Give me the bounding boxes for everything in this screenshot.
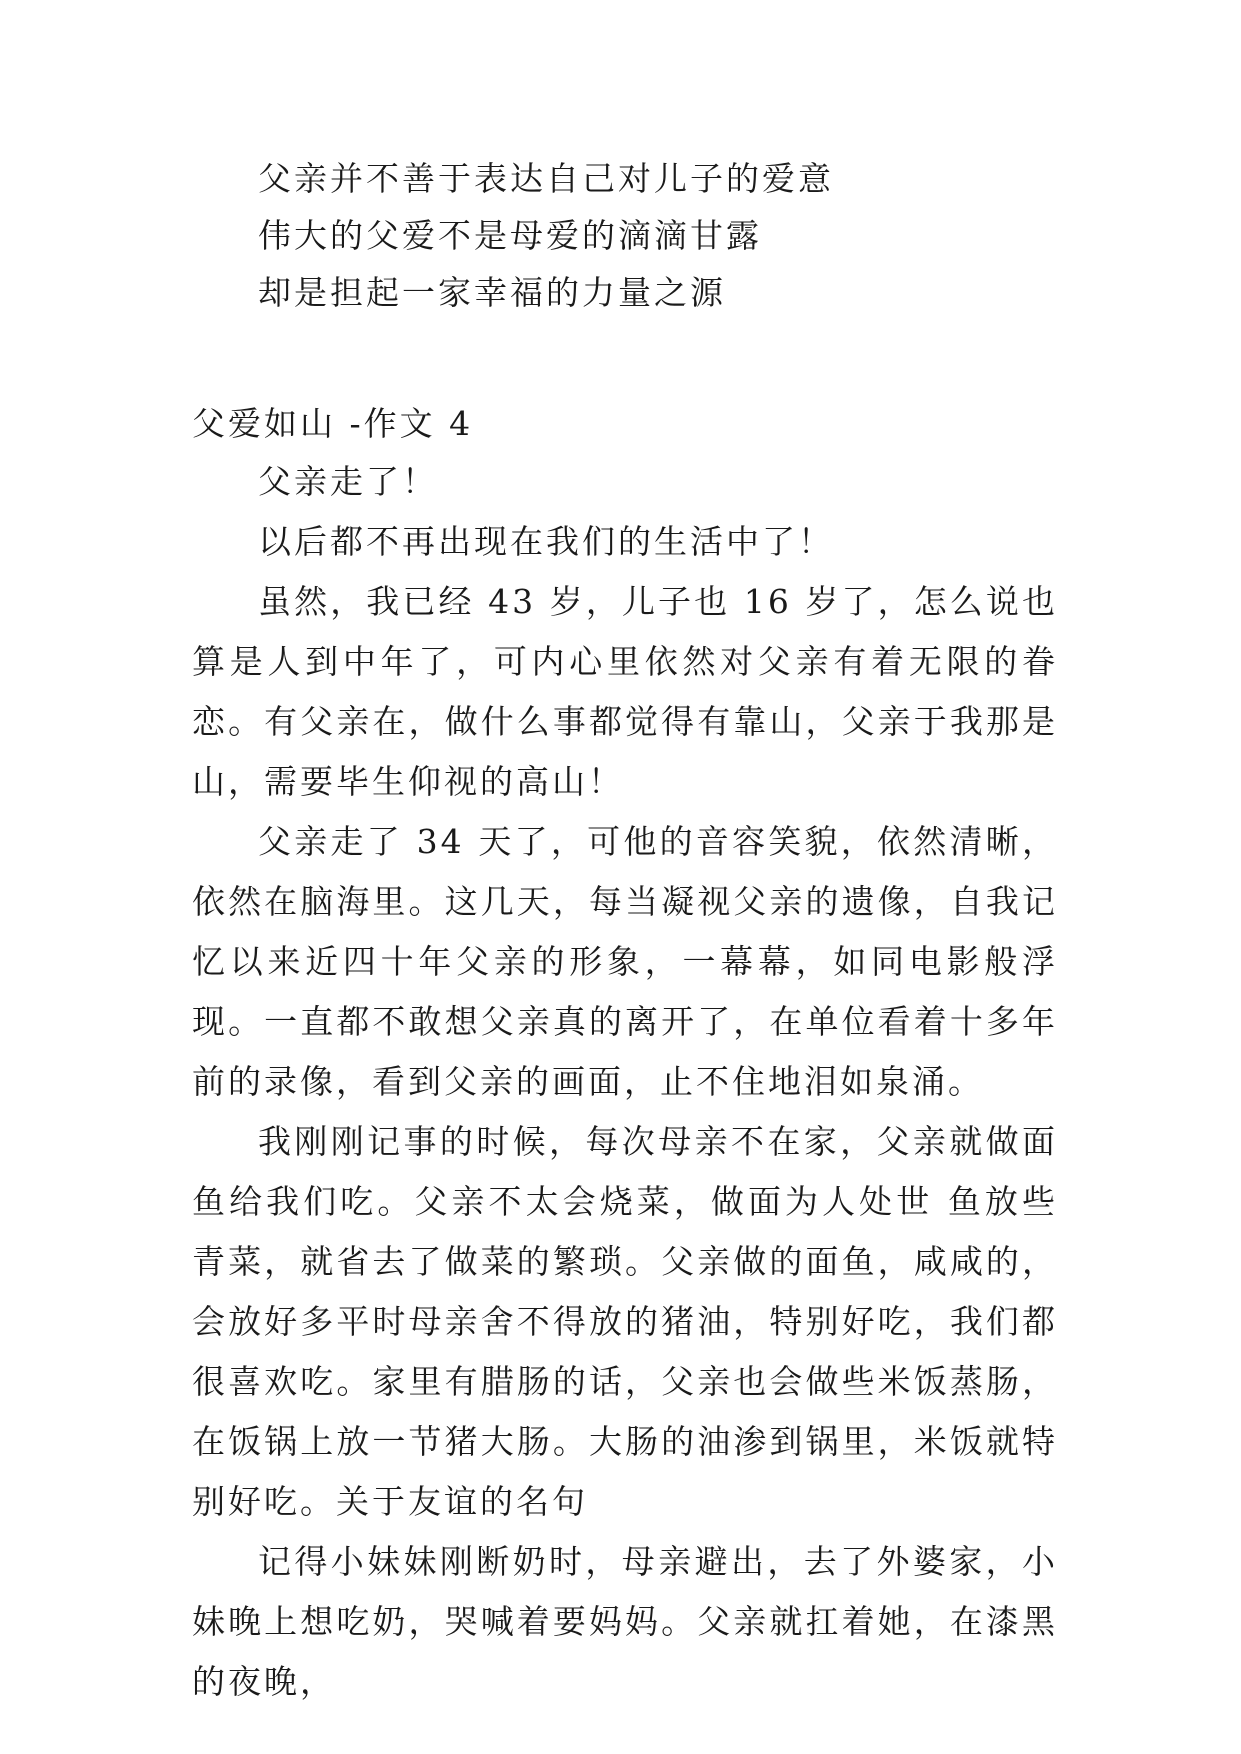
paragraph: 我刚刚记事的时候，每次母亲不在家，父亲就做面鱼给我们吃。父亲不太会烧菜，做面为人处世 鱼放些青菜，就省去了做菜的繁琐。父亲做的面鱼，咸咸的，会放好多平时母亲舍不得放的猪油，特别好吃，我们都很喜欢吃。家里有腊肠的话，父亲也会做些米饭蒸肠，在饭锅上放一节猪大肠。大肠的油渗到锅里，米饭就特别好吃。关于友谊的名句 [192, 1122, 1058, 1521]
essay-title: 父爱如山 -作文 4 [192, 404, 474, 443]
verse-line: 却是担起一家幸福的力量之源 [258, 273, 726, 312]
paragraph: 父亲走了 34 天了，可他的音容笑貌，依然清晰，依然在脑海里。这几天，每当凝视父亲的遗像，自我记忆以来近四十年父亲的形象，一幕幕，如同电影般浮现。一直都不敢想父亲真的离开了，在单位看着十多年前的录像，看到父亲的画面，止不住地泪如泉涌。 [192, 822, 1058, 1101]
short-line: 以后都不再出现在我们的生活中了！ [258, 522, 834, 561]
document-content [192, 150, 1058, 1712]
verse-line: 父亲并不善于表达自己对儿子的爱意 [258, 159, 834, 198]
paragraph: 记得小妹妹刚断奶时，母亲避出，去了外婆家，小妹晚上想吃奶，哭喊着要妈妈。父亲就扛着她，在漆黑的夜晚， [192, 1542, 1058, 1701]
short-line: 父亲走了！ [258, 462, 438, 501]
paragraph: 虽然，我已经 43 岁，儿子也 16 岁了，怎么说也算是人到中年了，可内心里依然对父亲有着无限的眷恋。有父亲在，做什么事都觉得有靠山，父亲于我那是山，需要毕生仰视的高山！ [192, 582, 1058, 801]
verse-line: 伟大的父爱不是母爱的滴滴甘露 [258, 216, 762, 255]
